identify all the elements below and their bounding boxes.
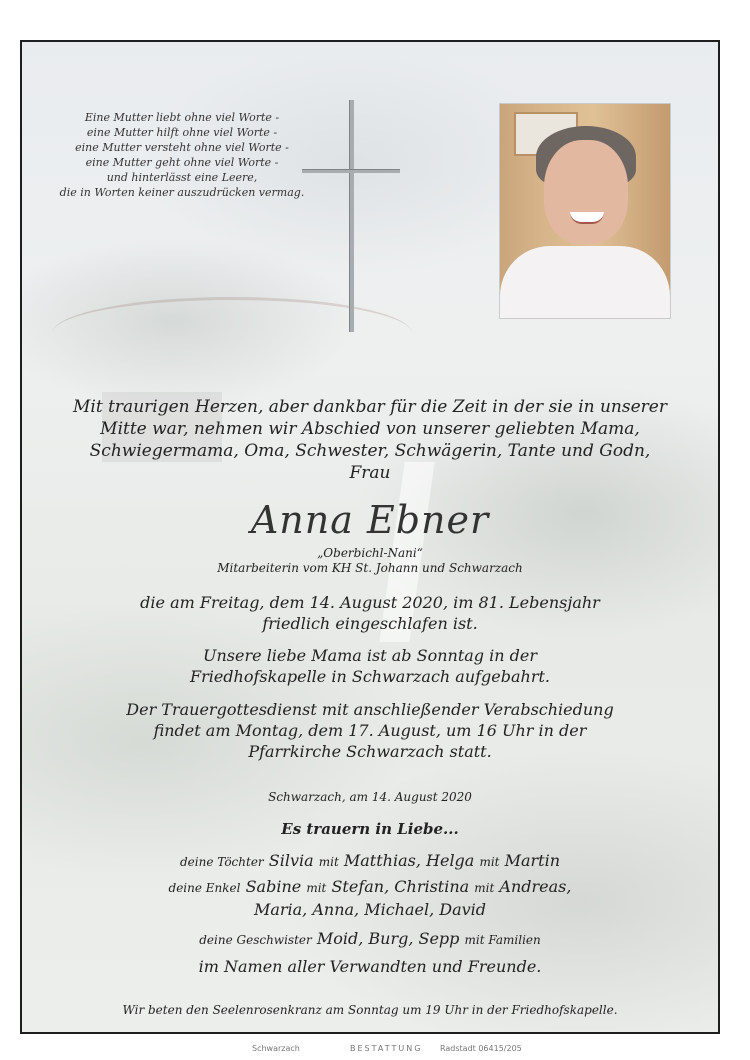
family-with: mit xyxy=(479,855,500,869)
landscape-hill xyxy=(52,297,412,370)
intro-line: Mitte war, nehmen wir Abschied von unserer geliebten Mama, xyxy=(100,419,640,439)
poem-line: eine Mutter hilft ohne viel Worte - xyxy=(86,126,278,139)
footer-center: BESTATTUNG xyxy=(350,1044,423,1053)
grandchildren-line2: Maria, Anna, Michael, David xyxy=(253,900,487,919)
place-date: Schwarzach, am 14. August 2020 xyxy=(268,790,472,804)
family-name: Christina xyxy=(394,877,470,896)
poem xyxy=(42,110,322,200)
laying-out-text xyxy=(22,645,718,687)
service-line: Pfarrkirche Schwarzach statt. xyxy=(248,742,492,761)
deceased-name: Anna Ebner xyxy=(250,498,490,542)
laying-out-line: Unsere liebe Mama ist ab Sonntag in der xyxy=(203,646,537,665)
family-name: Matthias, xyxy=(343,851,421,870)
deceased-nickname: „Oberbichl-Nani“ xyxy=(317,546,423,560)
daughters-label: deine Töchter xyxy=(179,855,264,869)
family-name: Silvia xyxy=(268,851,314,870)
photo-face xyxy=(544,140,628,244)
cross-icon xyxy=(349,100,354,332)
deceased-occupation: Mitarbeiterin vom KH St. Johann und Schwarzach xyxy=(217,561,523,575)
intro-line: Mit traurigen Herzen, aber dankbar für die Zeit in der sie in unserer xyxy=(73,397,667,417)
poem-line: die in Worten keiner auszudrücken vermag. xyxy=(59,186,305,199)
service-line: findet am Montag, dem 17. August, um 16 Uhr in der xyxy=(153,721,587,740)
intro-text xyxy=(22,396,718,484)
poem-line: eine Mutter geht ohne viel Worte - xyxy=(85,156,279,169)
portrait-photo xyxy=(500,104,670,318)
cross-icon-bar xyxy=(302,169,400,173)
family-with: mit xyxy=(318,855,339,869)
family-name: Stefan, xyxy=(331,877,390,896)
siblings-label: deine Geschwister xyxy=(199,933,312,947)
service-text xyxy=(22,699,718,762)
family-name: Helga xyxy=(426,851,475,870)
family-with: mit xyxy=(474,881,495,895)
intro-line: Frau xyxy=(349,463,391,483)
obituary-card xyxy=(20,40,720,1034)
rosary-notice: Wir beten den Seelenrosenkranz am Sonntag um 19 Uhr in der Friedhofskapelle. xyxy=(122,1003,618,1017)
passing-text xyxy=(22,592,718,634)
footer-left: Schwarzach xyxy=(252,1044,300,1053)
poem-line: eine Mutter versteht ohne viel Worte - xyxy=(75,141,289,154)
relatives-line: im Namen aller Verwandten und Freunde. xyxy=(198,957,542,976)
intro-line: Schwiegermama, Oma, Schwester, Schwägerin, Tante und Godn, xyxy=(89,441,651,461)
laying-out-line: Friedhofskapelle in Schwarzach aufgebahrt. xyxy=(189,667,551,686)
grandchildren-label: deine Enkel xyxy=(168,881,241,895)
siblings-suffix: mit Familien xyxy=(464,933,541,947)
passing-line: friedlich eingeschlafen ist. xyxy=(262,614,478,633)
family-daughters xyxy=(22,850,718,873)
family-name: Andreas, xyxy=(499,877,572,896)
family-name: Martin xyxy=(504,851,560,870)
poem-line: und hinterlässt eine Leere, xyxy=(106,171,258,184)
service-line: Der Trauergottesdienst mit anschließender Verabschiedung xyxy=(126,700,614,719)
family-relatives xyxy=(22,956,718,978)
siblings-names: Moid, Burg, Sepp xyxy=(316,929,460,948)
passing-line: die am Freitag, dem 14. August 2020, im 81. Lebensjahr xyxy=(140,593,600,612)
family-siblings xyxy=(22,928,718,951)
family-grandchildren xyxy=(22,876,718,921)
mourners-heading: Es trauern in Liebe... xyxy=(281,820,459,838)
family-with: mit xyxy=(306,881,327,895)
footer-right: Radstadt 06415/205 xyxy=(440,1044,522,1053)
poem-line: Eine Mutter liebt ohne viel Worte - xyxy=(84,111,280,124)
family-name: Sabine xyxy=(245,877,302,896)
photo-shirt xyxy=(500,246,670,318)
